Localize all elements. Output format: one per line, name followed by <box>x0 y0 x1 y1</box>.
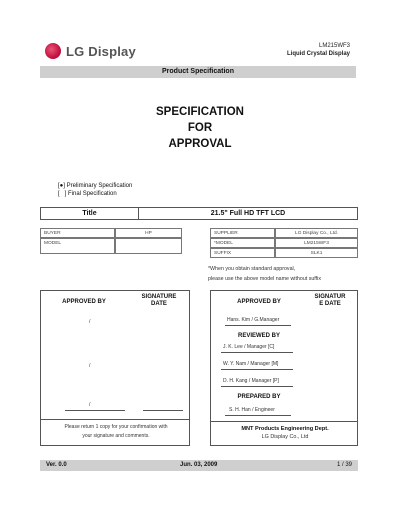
buyer-approved-by: APPROVED BY <box>62 299 106 305</box>
lg-logo-icon <box>45 43 61 59</box>
reviewer-1-line <box>221 352 293 353</box>
supplier-approved-by: APPROVED BY <box>237 299 281 305</box>
buyer-signature-date <box>133 294 185 308</box>
model-number: LM215WF3 <box>318 43 350 49</box>
suffix-note <box>208 264 321 284</box>
supplier-model-label: *MODEL <box>210 238 275 248</box>
title-label: Title <box>41 208 139 219</box>
buyer-box-divider <box>41 419 190 420</box>
preparer-name: S. H. Han / Engineer <box>229 407 275 413</box>
reviewer-3: D. H. Kang / Manager [P] <box>223 378 279 384</box>
preparer-line <box>225 415 291 416</box>
title-line-1: SPECIFICATION <box>156 106 244 118</box>
company-name: LG Display Co., Ltd <box>261 434 309 440</box>
prepared-by: PREPARED BY <box>237 394 281 400</box>
supplier-label: SUPPLIER <box>210 228 275 238</box>
approver-name: Hans. Kim / G.Manager <box>227 317 280 323</box>
reviewer-2-line <box>221 369 293 370</box>
title-line-2: FOR <box>187 122 213 134</box>
dept-name: MNT Products Engineering Dept. <box>241 426 329 432</box>
buyer-value: HP <box>115 228 182 238</box>
buyer-return-note-line-2: your signature and comments. <box>82 433 150 439</box>
buyer-date-label: DATE <box>151 301 167 307</box>
title-row <box>40 207 358 220</box>
title-value: 21.5" Full HD TFT LCD <box>210 210 286 217</box>
buyer-signature-label: SIGNATURE <box>141 294 177 300</box>
reviewed-by: REVIEWED BY <box>237 333 280 339</box>
issue-date: Jun. 03, 2009 <box>180 462 218 468</box>
buyer-signature-line-right <box>143 410 183 411</box>
product-spec-bar: Product Specification <box>40 66 356 78</box>
supplier-suffix-label: SUFFIX <box>210 248 275 258</box>
preliminary-checkmark: ● <box>59 183 64 189</box>
product-name: Liquid Crystal Display <box>286 51 350 57</box>
reviewer-1: J. K. Lee / Manager [C] <box>223 344 275 350</box>
buyer-return-note-line-1: Please return 1 copy for your confirmation with <box>64 424 168 430</box>
buyer-slash-2: / <box>89 363 91 369</box>
supplier-suffix-value: SLK1 <box>275 248 358 258</box>
buyer-slash-1: / <box>89 319 91 325</box>
suffix-note-line-1: *When you obtain standard approval, <box>208 266 296 272</box>
footer-bar <box>40 460 358 471</box>
brand-logo <box>45 42 136 60</box>
buyer-signature-line-left <box>65 410 125 411</box>
buyer-model-label: MODEL <box>40 238 115 254</box>
buyer-label: BUYER <box>40 228 115 238</box>
title-line-3: APPROVAL <box>168 138 232 150</box>
approver-line <box>225 325 291 326</box>
supplier-value: LG Display Co., Ltd. <box>275 228 358 238</box>
supplier-model-value: LM215WF3 <box>275 238 358 248</box>
buyer-approval-box <box>40 290 190 446</box>
supplier-signature-label: SIGNATUR <box>314 294 346 300</box>
final-row: [ ] Final Specification <box>58 191 117 197</box>
supplier-dept-block <box>211 425 359 441</box>
spec-type-checks <box>58 182 132 198</box>
page-number: 1 / 39 <box>336 462 352 468</box>
model-header <box>287 42 350 58</box>
suffix-note-line-2: please use the above model name without suffix <box>208 276 321 282</box>
brand-name: LG Display <box>66 43 136 59</box>
preliminary-row: [●] Preliminary Specification <box>58 183 133 189</box>
document-title <box>0 104 400 152</box>
buyer-slash-3: / <box>89 402 91 408</box>
final-label: Final Specification <box>68 191 117 197</box>
supplier-date-label: E DATE <box>319 301 341 307</box>
version: Ver. 0.0 <box>46 462 67 468</box>
supplier-signature-date <box>305 294 355 308</box>
buyer-model-value <box>115 238 182 254</box>
supplier-approval-box <box>210 290 358 446</box>
buyer-return-note <box>41 423 191 441</box>
reviewer-2: W. Y. Nam / Manager [M] <box>223 361 279 367</box>
reviewer-3-line <box>221 386 293 387</box>
supplier-box-divider <box>211 421 358 422</box>
preliminary-label: Preliminary Specification <box>66 183 133 189</box>
